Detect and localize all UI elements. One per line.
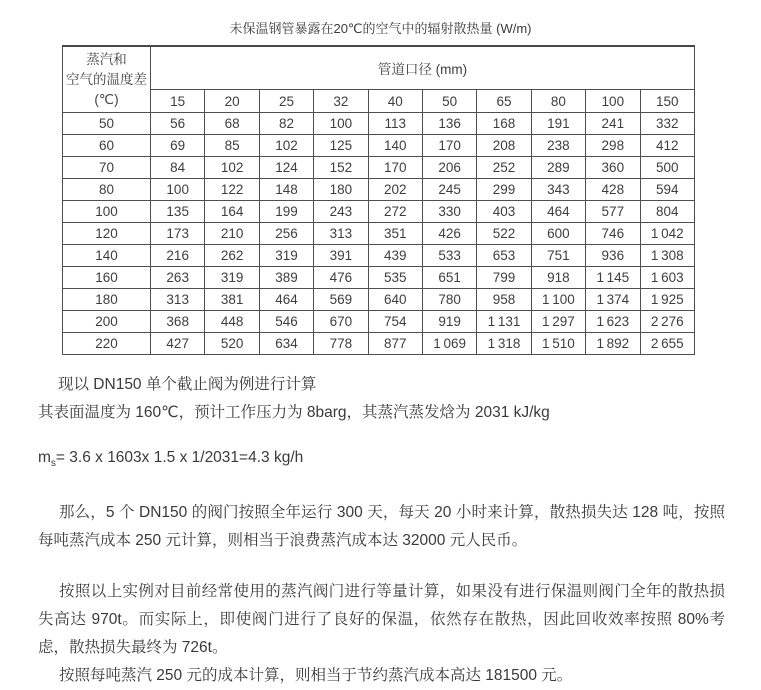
table-cell: 122 xyxy=(205,179,259,201)
paragraph-annual-loss: 那么，5 个 DN150 的阀门按照全年运行 300 天，每天 20 小时来计算，散热损失达 128 吨，按照每吨蒸汽成本 250 元计算，则相当于浪费蒸汽成本达 32000 元人民币。 xyxy=(38,504,725,550)
paragraph-equivalent-calculation: 按照以上实例对目前经常使用的蒸汽阀门进行等量计算，如果没有进行保温则阀门全年的散热损失高达 970t。而实际上，即使阀门进行了良好的保温，依然存在散热，因此回收效率按照 80%考虑，散热损失最终为 726t。 xyxy=(38,583,725,657)
table-cell: 245 xyxy=(422,179,476,201)
table-cell: 1 510 xyxy=(531,333,585,355)
table-cell: 464 xyxy=(531,201,585,223)
table-row xyxy=(63,289,695,311)
row-label: 140 xyxy=(63,245,151,267)
column-header: 32 xyxy=(314,90,368,113)
row-label: 120 xyxy=(63,223,151,245)
table-cell: 877 xyxy=(368,333,422,355)
table-cell: 1 603 xyxy=(640,267,694,289)
table-cell: 85 xyxy=(205,135,259,157)
table-cell: 124 xyxy=(259,157,313,179)
table-cell: 1 131 xyxy=(477,311,531,333)
table-cell: 412 xyxy=(640,135,694,157)
table-cell: 208 xyxy=(477,135,531,157)
table-cell: 298 xyxy=(586,135,640,157)
table-cell: 210 xyxy=(205,223,259,245)
table-cell: 653 xyxy=(477,245,531,267)
table-cell: 113 xyxy=(368,113,422,135)
table-cell: 754 xyxy=(368,311,422,333)
table-cell: 319 xyxy=(259,245,313,267)
table-cell: 289 xyxy=(531,157,585,179)
table-row xyxy=(63,267,695,289)
table-cell: 343 xyxy=(531,179,585,201)
table-row xyxy=(63,135,695,157)
table-cell: 577 xyxy=(586,201,640,223)
table-cell: 535 xyxy=(368,267,422,289)
table-cell: 546 xyxy=(259,311,313,333)
table-cell: 600 xyxy=(531,223,585,245)
table-cell: 262 xyxy=(205,245,259,267)
column-header: 25 xyxy=(259,90,313,113)
row-label: 200 xyxy=(63,311,151,333)
table-cell: 918 xyxy=(531,267,585,289)
paragraph-surface-conditions: 其表面温度为 160℃，预计工作压力为 8barg，其蒸汽蒸发焓为 2031 kJ/kg xyxy=(38,404,550,421)
table-cell: 330 xyxy=(422,201,476,223)
corner-header-line-2: 空气的温度差 xyxy=(66,71,147,87)
table-cell: 168 xyxy=(477,113,531,135)
header-row-1 xyxy=(63,46,695,90)
table-cell: 428 xyxy=(586,179,640,201)
table-cell: 140 xyxy=(368,135,422,157)
document-page xyxy=(0,18,761,685)
corner-header-line-1: 蒸汽和 xyxy=(86,51,127,67)
table-cell: 319 xyxy=(205,267,259,289)
table-cell: 751 xyxy=(531,245,585,267)
paragraph-example-intro: 现以 DN150 单个截止阀为例进行计算 xyxy=(58,376,317,393)
table-cell: 180 xyxy=(314,179,368,201)
formula-expression: = 3.6 x 1603x 1.5 x 1/2031=4.3 kg/h xyxy=(55,449,304,466)
table-cell: 84 xyxy=(151,157,205,179)
column-header: 40 xyxy=(368,90,422,113)
table-cell: 206 xyxy=(422,157,476,179)
row-label: 60 xyxy=(63,135,151,157)
table-cell: 780 xyxy=(422,289,476,311)
row-label: 100 xyxy=(63,201,151,223)
table-cell: 476 xyxy=(314,267,368,289)
table-cell: 389 xyxy=(259,267,313,289)
table-cell: 56 xyxy=(151,113,205,135)
table-cell: 634 xyxy=(259,333,313,355)
table-cell: 500 xyxy=(640,157,694,179)
table-cell: 439 xyxy=(368,245,422,267)
table-cell: 272 xyxy=(368,201,422,223)
table-cell: 919 xyxy=(422,311,476,333)
table-header xyxy=(63,46,695,113)
column-header-row xyxy=(63,90,695,113)
table-row xyxy=(63,201,695,223)
table-cell: 1 623 xyxy=(586,311,640,333)
table-cell: 1 318 xyxy=(477,333,531,355)
table-row xyxy=(63,157,695,179)
table-cell: 778 xyxy=(314,333,368,355)
pipe-diameter-header: 管道口径 (mm) xyxy=(151,46,695,90)
table-cell: 199 xyxy=(259,201,313,223)
table-cell: 426 xyxy=(422,223,476,245)
table-cell: 1 925 xyxy=(640,289,694,311)
column-header: 15 xyxy=(151,90,205,113)
table-cell: 68 xyxy=(205,113,259,135)
column-header: 150 xyxy=(640,90,694,113)
table-cell: 1 892 xyxy=(586,333,640,355)
table-cell: 2 276 xyxy=(640,311,694,333)
table-cell: 1 374 xyxy=(586,289,640,311)
table-cell: 263 xyxy=(151,267,205,289)
table-cell: 313 xyxy=(314,223,368,245)
table-cell: 1 297 xyxy=(531,311,585,333)
table-cell: 640 xyxy=(368,289,422,311)
table-cell: 360 xyxy=(586,157,640,179)
table-cell: 799 xyxy=(477,267,531,289)
row-label: 180 xyxy=(63,289,151,311)
column-header: 65 xyxy=(477,90,531,113)
table-cell: 1 308 xyxy=(640,245,694,267)
table-cell: 173 xyxy=(151,223,205,245)
table-cell: 252 xyxy=(477,157,531,179)
table-cell: 238 xyxy=(531,135,585,157)
table-cell: 464 xyxy=(259,289,313,311)
table-cell: 148 xyxy=(259,179,313,201)
table-cell: 82 xyxy=(259,113,313,135)
table-cell: 1 100 xyxy=(531,289,585,311)
table-cell: 299 xyxy=(477,179,531,201)
table-cell: 152 xyxy=(314,157,368,179)
table-cell: 651 xyxy=(422,267,476,289)
table-cell: 313 xyxy=(151,289,205,311)
table-cell: 427 xyxy=(151,333,205,355)
table-cell: 216 xyxy=(151,245,205,267)
table-title: 未保温钢管暴露在20℃的空气中的辐射散热量 (W/m) xyxy=(229,21,532,36)
table-cell: 191 xyxy=(531,113,585,135)
table-cell: 170 xyxy=(368,157,422,179)
table-body xyxy=(63,113,695,355)
table-cell: 241 xyxy=(586,113,640,135)
table-cell: 403 xyxy=(477,201,531,223)
column-header: 100 xyxy=(586,90,640,113)
table-cell: 804 xyxy=(640,201,694,223)
table-cell: 1 069 xyxy=(422,333,476,355)
table-row xyxy=(63,311,695,333)
table-cell: 170 xyxy=(422,135,476,157)
table-row xyxy=(63,245,695,267)
table-cell: 520 xyxy=(205,333,259,355)
column-header: 80 xyxy=(531,90,585,113)
table-cell: 2 655 xyxy=(640,333,694,355)
formula-symbol-subscript: s xyxy=(50,458,56,470)
table-cell: 100 xyxy=(151,179,205,201)
table-cell: 125 xyxy=(314,135,368,157)
column-header: 50 xyxy=(422,90,476,113)
table-cell: 594 xyxy=(640,179,694,201)
table-cell: 746 xyxy=(586,223,640,245)
table-cell: 1 042 xyxy=(640,223,694,245)
table-cell: 533 xyxy=(422,245,476,267)
row-label: 80 xyxy=(63,179,151,201)
table-cell: 136 xyxy=(422,113,476,135)
table-cell: 100 xyxy=(314,113,368,135)
table-cell: 256 xyxy=(259,223,313,245)
corner-header-line-3: (℃) xyxy=(94,91,119,107)
table-row xyxy=(63,333,695,355)
table-cell: 1 145 xyxy=(586,267,640,289)
paragraph-savings: 按照每吨蒸汽 250 元的成本计算，则相当于节约蒸汽成本高达 181500 元。 xyxy=(59,667,573,685)
formula-line xyxy=(38,444,725,478)
table-cell: 69 xyxy=(151,135,205,157)
table-cell: 936 xyxy=(586,245,640,267)
table-cell: 243 xyxy=(314,201,368,223)
table-cell: 135 xyxy=(151,201,205,223)
table-cell: 958 xyxy=(477,289,531,311)
table-row xyxy=(63,223,695,245)
table-cell: 102 xyxy=(205,157,259,179)
table-cell: 368 xyxy=(151,311,205,333)
table-cell: 522 xyxy=(477,223,531,245)
row-label: 160 xyxy=(63,267,151,289)
table-cell: 332 xyxy=(640,113,694,135)
column-header: 20 xyxy=(205,90,259,113)
table-cell: 351 xyxy=(368,223,422,245)
table-row xyxy=(63,113,695,135)
row-label: 50 xyxy=(63,113,151,135)
table-cell: 670 xyxy=(314,311,368,333)
body-text-section xyxy=(38,371,725,690)
table-cell: 202 xyxy=(368,179,422,201)
table-cell: 448 xyxy=(205,311,259,333)
corner-header-temp-diff xyxy=(63,46,151,113)
heat-loss-table xyxy=(62,45,695,355)
table-cell: 391 xyxy=(314,245,368,267)
table-cell: 102 xyxy=(259,135,313,157)
row-label: 70 xyxy=(63,157,151,179)
formula-symbol-base: m xyxy=(38,449,51,466)
table-row xyxy=(63,179,695,201)
table-cell: 381 xyxy=(205,289,259,311)
table-cell: 164 xyxy=(205,201,259,223)
row-label: 220 xyxy=(63,333,151,355)
table-cell: 569 xyxy=(314,289,368,311)
